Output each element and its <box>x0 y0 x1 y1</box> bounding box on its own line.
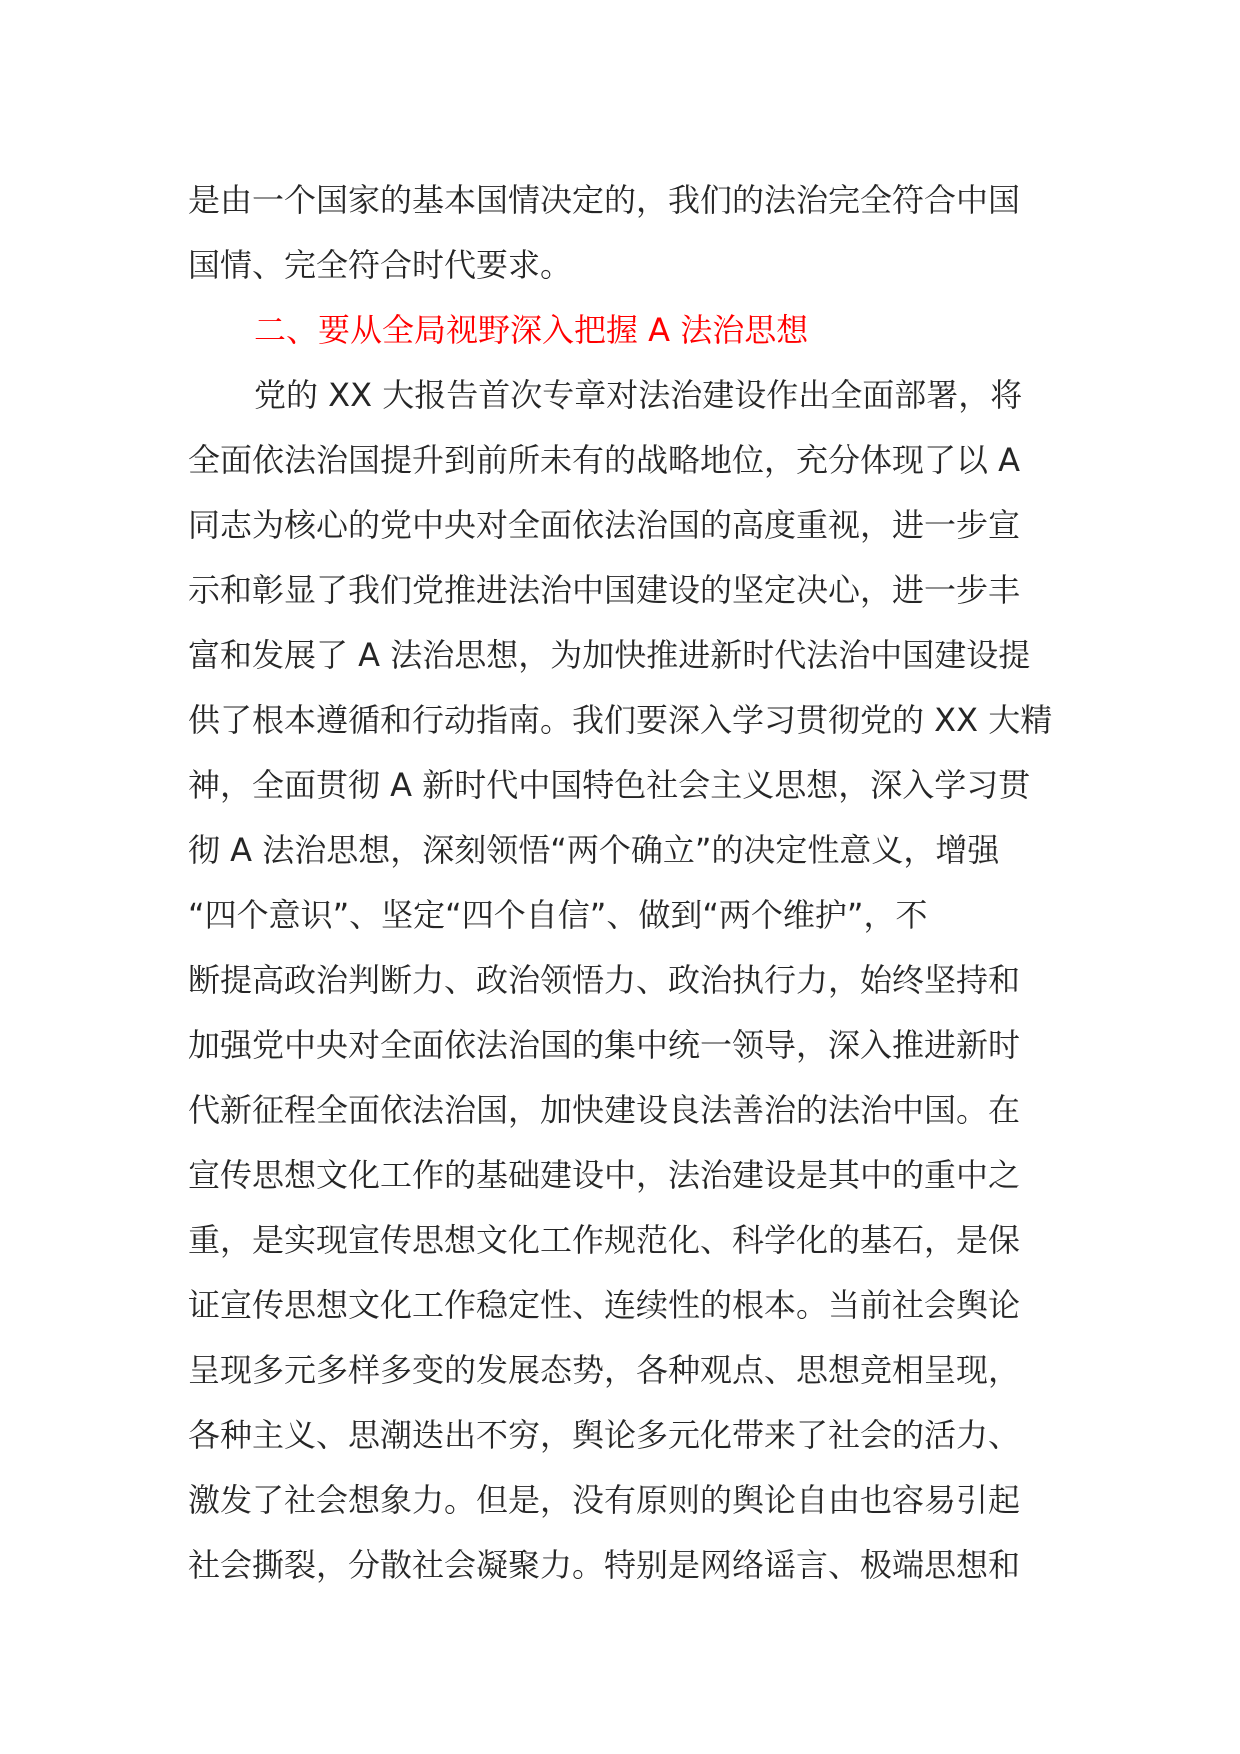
paragraph-line: 是由一个国家的基本国情决定的，我们的法治完全符合中国 <box>188 181 1021 219</box>
paragraph-line: 富和发展了 A 法治思想，为加快推进新时代法治中国建设提 <box>188 636 1031 674</box>
paragraph-line: 激发了社会想象力。但是，没有原则的舆论自由也容易引起 <box>188 1481 1021 1519</box>
paragraph-line: 代新征程全面依法治国，加快建设良法善治的法治中国。在 <box>188 1091 1021 1129</box>
paragraph-line: 示和彰显了我们党推进法治中国建设的坚定决心，进一步丰 <box>188 571 1021 609</box>
paragraph-line: 国情、完全符合时代要求。 <box>188 246 573 284</box>
paragraph-line: 重，是实现宣传思想文化工作规范化、科学化的基石，是保 <box>188 1221 1021 1259</box>
paragraph-line: 各种主义、思潮迭出不穷，舆论多元化带来了社会的活力、 <box>188 1416 1021 1454</box>
document-body <box>188 168 1068 1598</box>
paragraph-line: 宣传思想文化工作的基础建设中，法治建设是其中的重中之 <box>188 1156 1021 1194</box>
paragraph-line: 同志为核心的党中央对全面依法治国的高度重视，进一步宣 <box>188 506 1021 544</box>
section-heading: 二、要从全局视野深入把握 A 法治思想 <box>254 311 809 349</box>
paragraph-line: 全面依法治国提升到前所未有的战略地位，充分体现了以 A <box>188 441 1021 479</box>
paragraph-line: 断提高政治判断力、政治领悟力、政治执行力，始终坚持和 <box>188 961 1021 999</box>
paragraph-line: 证宣传思想文化工作稳定性、连续性的根本。当前社会舆论 <box>188 1286 1021 1324</box>
paragraph-line: 呈现多元多样多变的发展态势，各种观点、思想竞相呈现， <box>188 1351 1021 1389</box>
paragraph-line: 加强党中央对全面依法治国的集中统一领导，深入推进新时 <box>188 1026 1021 1064</box>
paragraph-line: “四个意识”、坚定“四个自信”、做到“两个维护”，不 <box>188 896 928 934</box>
paragraph-line: 党的 XX 大报告首次专章对法治建设作出全面部署，将 <box>254 376 1023 414</box>
paragraph-line: 彻 A 法治思想，深刻领悟“两个确立”的决定性意义，增强 <box>188 831 1000 869</box>
paragraph-line: 神，全面贯彻 A 新时代中国特色社会主义思想，深入学习贯 <box>188 766 1031 804</box>
paragraph-line: 供了根本遵循和行动指南。我们要深入学习贯彻党的 XX 大精 <box>188 701 1053 739</box>
paragraph-line: 社会撕裂，分散社会凝聚力。特别是网络谣言、极端思想和 <box>188 1546 1021 1584</box>
